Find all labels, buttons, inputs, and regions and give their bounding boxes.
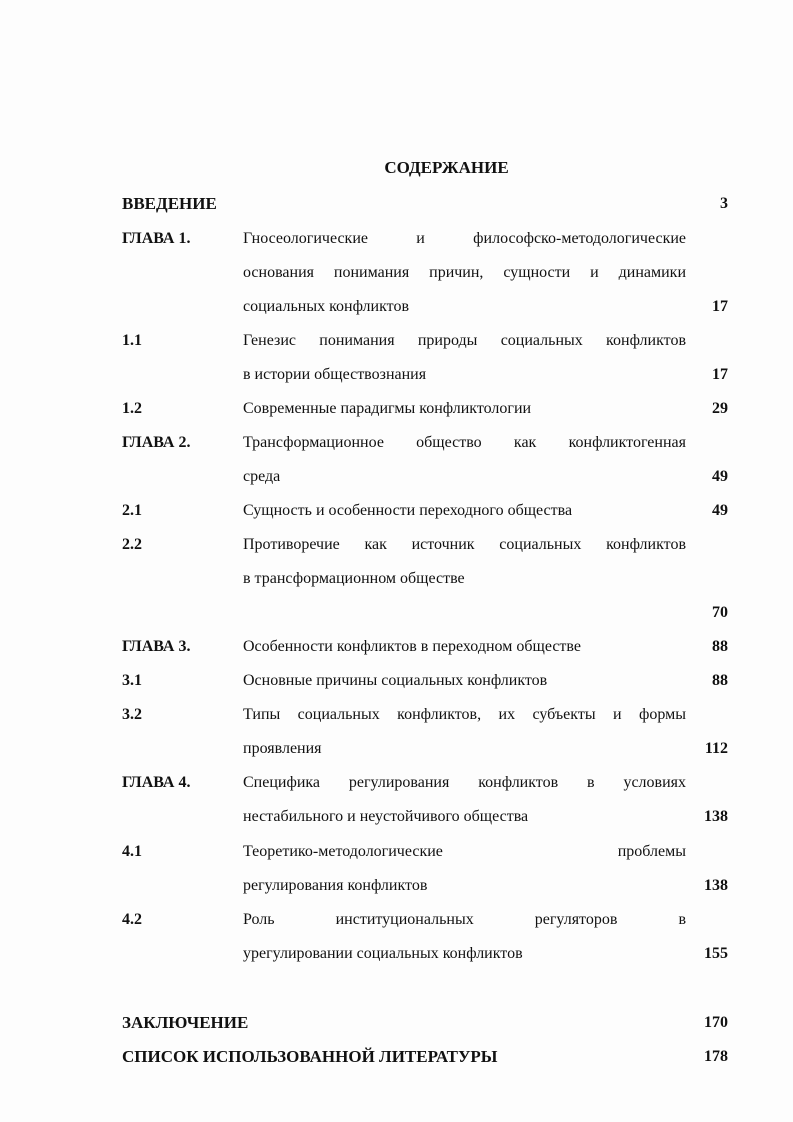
toc-s42-number: 4.2 [122,911,142,928]
toc-ch2-line1: Трансформационное общество как конфликтогенная [243,434,686,451]
page-title: СОДЕРЖАНИЕ [384,158,509,177]
toc-s22-page: 70 [712,604,728,621]
toc-s11-page: 17 [712,366,728,383]
toc-s41-line2: регулирования конфликтов [243,877,428,894]
toc-references-page: 178 [704,1048,728,1065]
toc-s32-number: 3.2 [122,706,142,723]
toc-intro-page: 3 [720,195,728,212]
toc-ch3-number: ГЛАВА 3. [122,638,191,655]
toc-s22-number: 2.2 [122,536,142,553]
toc-s41-number: 4.1 [122,843,142,860]
toc-ch1-line2: основания понимания причин, сущности и динамики [243,264,686,281]
toc-s22-line2: в трансформационном обществе [243,570,465,587]
toc-ch3-page: 88 [712,638,728,655]
toc-ch1-page: 17 [712,298,728,315]
toc-conclusion-page: 170 [704,1014,728,1031]
toc-s21-number: 2.1 [122,502,142,519]
toc-s31-line1: Основные причины социальных конфликтов [243,672,548,689]
toc-ch2-page: 49 [712,468,728,485]
toc-ch3-line1: Особенности конфликтов в переходном обществе [243,638,581,655]
toc-ch4-number: ГЛАВА 4. [122,774,191,791]
toc-s21-page: 49 [712,502,728,519]
toc-references-label: СПИСОК ИСПОЛЬЗОВАННОЙ ЛИТЕРАТУРЫ [122,1047,498,1066]
toc-s32-page: 112 [704,740,728,757]
toc-s22-line1: Противоречие как источник социальных конфликтов [243,536,686,553]
toc-s11-line2: в истории обществознания [243,366,427,383]
toc-s12-page: 29 [712,400,728,417]
toc-ch2-number: ГЛАВА 2. [122,434,191,451]
toc-ch1-line3: социальных конфликтов [243,298,409,315]
toc-conclusion-label: ЗАКЛЮЧЕНИЕ [122,1013,249,1032]
toc-s21-line1: Сущность и особенности переходного общества [243,502,573,519]
toc-s42-line1: Роль институциональных регуляторов в [243,911,686,928]
toc-s41-line1: Теоретико-методологические проблемы [243,843,686,860]
toc-s31-number: 3.1 [122,672,142,689]
toc-ch4-page: 138 [704,808,728,825]
toc-ch1-line1: Гносеологические и философско-методологические [243,230,686,247]
toc-ch2-line2: среда [243,468,281,485]
toc-s12-number: 1.2 [122,400,142,417]
toc-s42-line2: урегулировании социальных конфликтов [243,945,523,962]
toc-s12-line1: Современные парадигмы конфликтологии [243,400,532,417]
toc-ch4-line2: нестабильного и неустойчивого общества [243,808,529,825]
toc-s32-line2: проявления [243,740,322,757]
toc-s31-page: 88 [712,672,728,689]
toc-s11-number: 1.1 [122,332,142,349]
toc-s32-line1: Типы социальных конфликтов, их субъекты и формы [243,706,686,723]
toc-ch4-line1: Специфика регулирования конфликтов в условиях [243,774,686,791]
toc-intro-label: ВВЕДЕНИЕ [122,194,217,213]
toc-s42-page: 155 [704,945,728,962]
toc-ch1-number: ГЛАВА 1. [122,230,191,247]
toc-s41-page: 138 [704,877,728,894]
toc-s11-line1: Генезис понимания природы социальных конфликтов [243,332,686,349]
